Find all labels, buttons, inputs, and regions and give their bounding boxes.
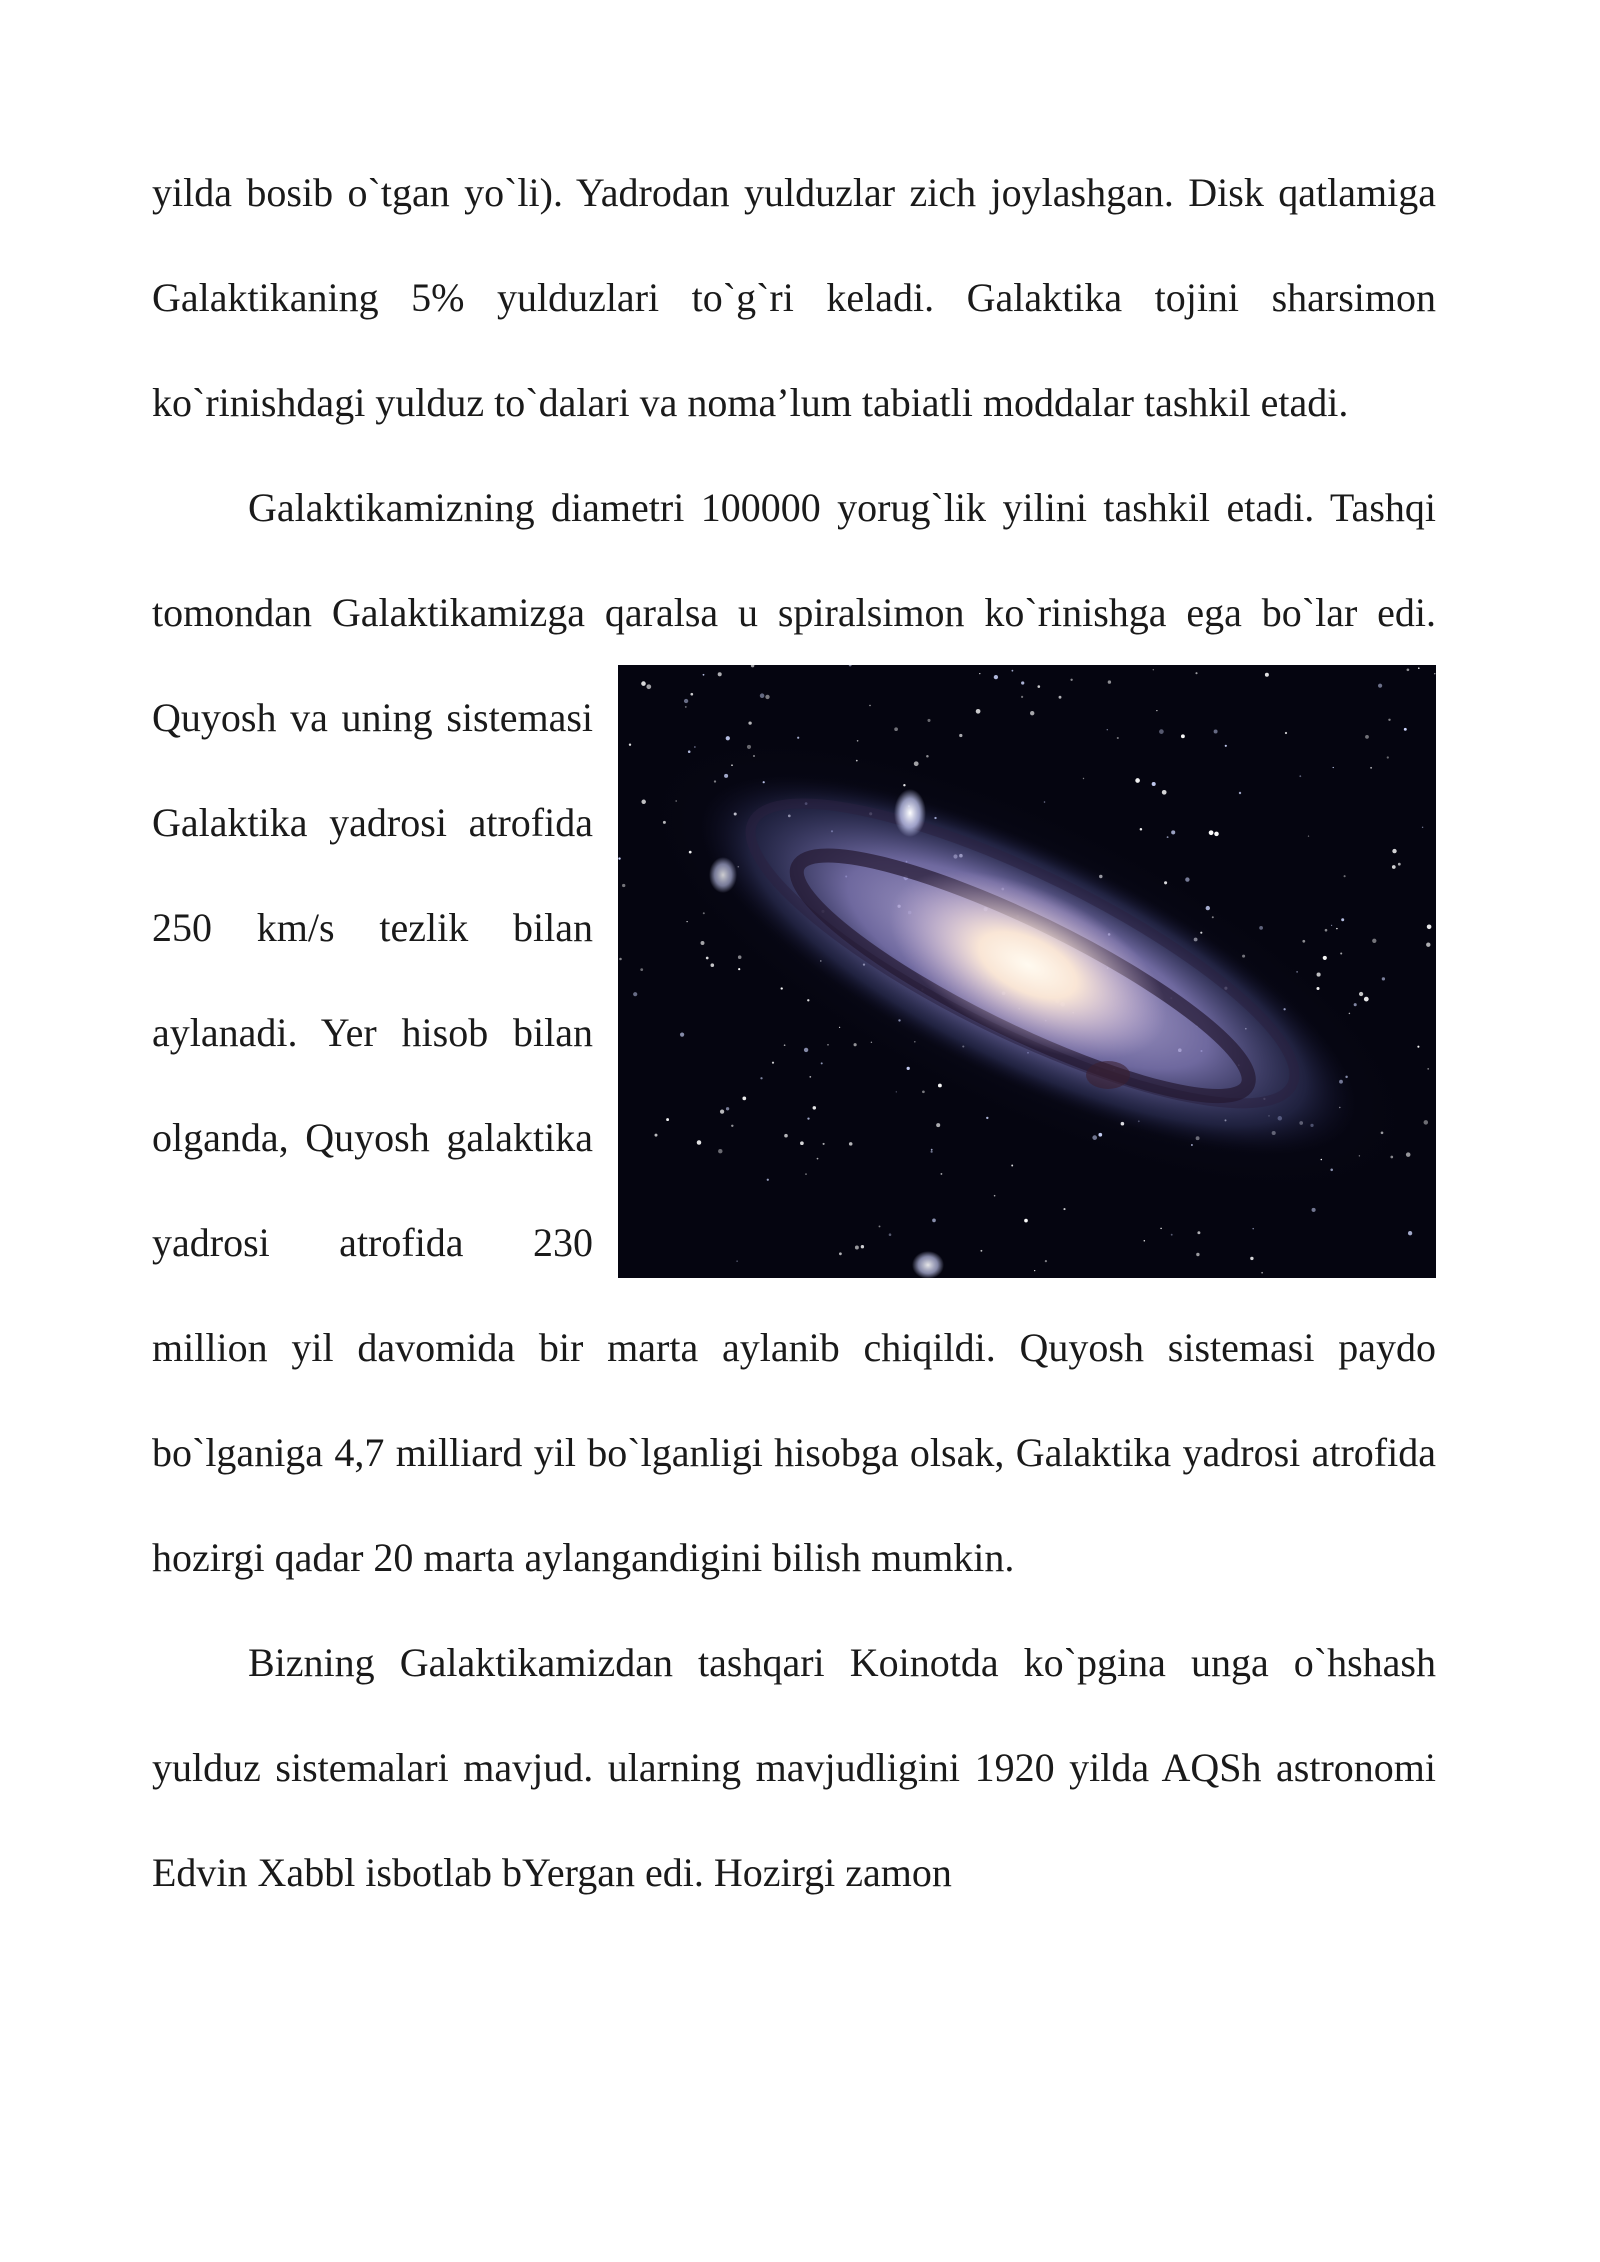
star [618,857,620,859]
star [1364,997,1369,1002]
star [1398,863,1401,866]
paragraph-1: yilda bosib o`tgan yo`li). Yadrodan yulduzlar zich joylashgan. Disk qatlamiga Galaktikaning 5% yulduzlari to`g`ri keladi. Galaktika tojini sharsimon ko`rinishdagi yulduz to`dalari va noma’lum tabiatli moddalar tashkil etadi. [152,170,1436,425]
star [855,1246,859,1250]
star [1325,929,1328,932]
star [748,721,751,724]
star [959,734,962,737]
star [1427,1068,1429,1070]
text-body [152,140,1436,1925]
star [1171,830,1175,834]
star [633,992,637,996]
star [1044,801,1046,803]
star [927,719,930,722]
star [772,1062,774,1064]
star [1404,728,1407,731]
star [706,957,709,960]
paragraph-2-wrap [152,455,1436,1610]
star [1344,875,1346,877]
star [1336,928,1337,929]
star [807,1117,809,1119]
star [857,740,859,742]
star [976,709,981,714]
star [685,706,687,708]
star [619,958,622,961]
star [718,672,722,676]
star [922,1090,925,1093]
star [1214,832,1219,837]
star [1034,1270,1035,1271]
star [767,1179,769,1181]
star [1422,827,1423,828]
star [994,675,998,679]
star [854,1043,857,1046]
star [1365,735,1369,739]
star [1038,685,1041,688]
star [1197,1231,1200,1234]
star [1012,670,1014,672]
paragraph-3: Bizning Galaktikamizdan tashqari Koinotda ko`pgina unga o`hshash yulduz sistemalari mavjud. ularning mavjudligini 1920 yilda AQSh astronomi Edvin Xabbl isbotlab bYergan edi. Hozirgi zamon [152,1640,1436,1895]
star [629,744,631,746]
star [1181,734,1185,738]
star [646,684,651,689]
star [1153,669,1154,670]
star [1195,672,1197,674]
star [1378,684,1382,688]
star [1108,680,1111,683]
star [1359,992,1363,996]
star [936,1123,940,1127]
star [1370,767,1372,769]
star [738,968,740,970]
star [849,1142,853,1146]
star [1261,1272,1263,1274]
star [1162,790,1167,795]
star [784,1044,786,1046]
star [809,1076,811,1078]
star [817,1158,819,1160]
star [1063,1208,1065,1210]
star [720,1109,724,1113]
star [931,1149,933,1151]
star [1117,737,1119,739]
star [1030,711,1034,715]
star [701,941,705,945]
star [1159,729,1164,734]
star [1408,1231,1412,1235]
star [1152,782,1156,786]
star [931,1151,933,1153]
star [1407,668,1410,671]
star [1354,1003,1357,1006]
star [861,1245,864,1248]
star [1285,732,1287,734]
star [1341,918,1344,921]
star [784,1134,788,1138]
star [1225,745,1227,747]
star [1070,679,1072,681]
star [697,1140,702,1145]
star [1135,778,1140,783]
star [827,1044,829,1046]
star [1340,952,1342,954]
star [894,727,898,731]
star [1323,956,1327,960]
star [839,1252,842,1255]
star [1417,1046,1419,1048]
star [1392,849,1396,853]
star [684,699,688,703]
star [1024,1219,1028,1223]
star [926,755,929,758]
star [1160,1228,1162,1230]
star [800,1141,804,1145]
star [813,1106,816,1109]
star [760,693,765,698]
star [1302,940,1305,943]
star [1107,729,1108,730]
star [869,705,870,706]
star [680,1032,684,1036]
star [1333,767,1334,768]
star [1045,1260,1047,1262]
star [889,1233,892,1236]
star [760,1077,762,1079]
star [1388,719,1390,721]
star [1250,1257,1253,1260]
star [718,1149,722,1153]
star [879,1225,881,1227]
star [1214,730,1218,734]
star [736,1260,738,1262]
star [1434,673,1435,674]
star [1265,673,1269,677]
star [804,1048,808,1052]
star [1021,696,1023,698]
star [994,1195,996,1197]
star [641,681,646,686]
star [823,1143,825,1145]
star [1167,836,1169,838]
star [1209,830,1214,835]
star [765,695,769,699]
star [1299,775,1301,777]
star [1156,710,1157,711]
star [1427,924,1432,929]
star [1418,667,1420,669]
star [1308,835,1309,836]
star [711,963,715,967]
star [1059,696,1062,699]
star [726,1107,729,1110]
star [1392,865,1396,869]
star [1382,977,1385,980]
star [1312,1208,1316,1212]
star [1252,1228,1254,1230]
star [1011,1165,1013,1167]
star [742,1097,746,1101]
star [932,1219,936,1223]
star [655,1134,658,1137]
star [1144,1240,1146,1242]
star [1424,1120,1429,1125]
star [821,1062,823,1064]
star [1021,681,1024,684]
paragraph-2: Galaktikamizning diametri 100000 yorug`lik yilini tashkil etadi. Tashqi tomondan Galaktikamizga qaralsa u spiralsimon ko`rinishga ega bo`lar edi. Quyosh va uning sistemasi Galaktika yadrosi atrofida 250 km/s tezlik bilan aylanadi. Yer hisob bilan olganda, Quyosh galaktika yadrosi atrofida 230 million yil davomida bir marta aylanib chiqildi. Quyosh sistemasi paydo bo`lganiga 4,7 milliard yil bo`lganligi hisobga olsak, Galaktika yadrosi atrofida hozirgi qadar 20 marta aylangandigini bilish mumkin. [152,485,1436,1580]
star [1426,943,1430,947]
star [703,674,705,676]
satellite-galaxy [894,789,926,837]
star [690,693,693,696]
star [666,1118,669,1121]
star [1083,778,1084,779]
star [1171,1234,1173,1236]
star [896,1091,897,1092]
star [622,884,625,887]
galaxy-illustration [618,665,1436,1278]
star [640,968,643,971]
galaxy-image [618,665,1436,1278]
star [986,1117,988,1119]
star [1239,792,1241,794]
star [1387,756,1389,758]
star [940,1173,942,1175]
star [1196,1253,1199,1256]
star [1372,939,1376,943]
star [1140,828,1143,831]
star [1331,925,1332,926]
star [731,1125,733,1127]
star [686,921,687,922]
star [980,1250,982,1252]
star [805,1173,807,1175]
star [979,673,980,674]
